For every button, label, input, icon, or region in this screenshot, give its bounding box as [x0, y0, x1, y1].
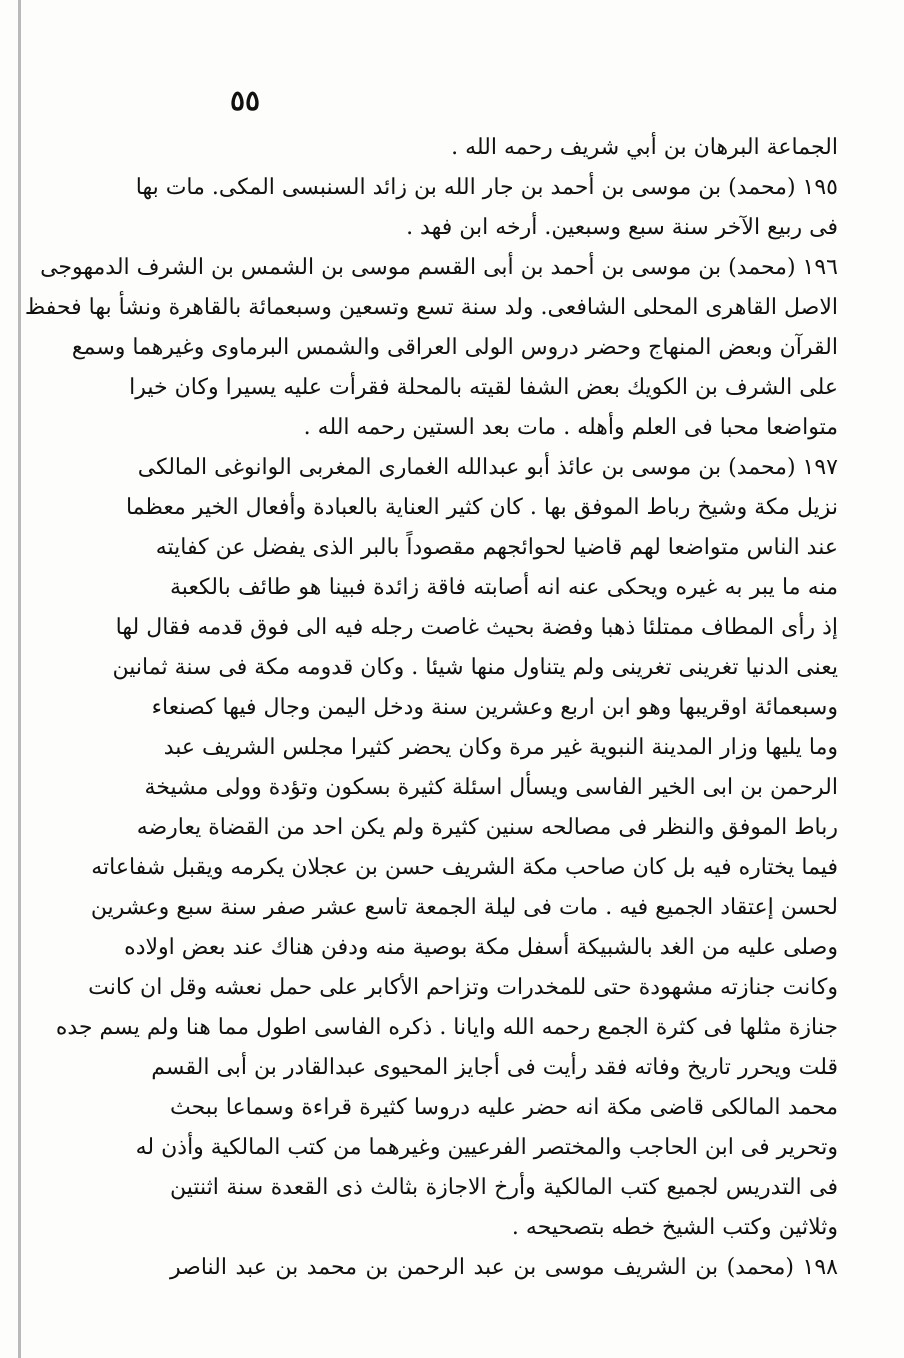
text-line: محمد المالكى قاضى مكة انه حضر عليه دروسا كثيرة قراءة وسماعا ببحث [170, 1095, 838, 1120]
text-line: القرآن وبعض المنهاج وحضر دروس الولى العراقى والشمس البرماوى وغيرهما وسمع [71, 335, 838, 360]
text-line: فيما يختاره فيه بل كان صاحب مكة الشريف حسن بن عجلان يكرمه ويقبل شفاعاته [91, 855, 838, 880]
text-line: يعنى الدنيا تغرينى تغرينى ولم يتناول منها شيئا . وكان قدومه مكة فى سنة ثمانين [112, 655, 838, 680]
text-line: وما يليها وزار المدينة النبوية غير مرة وكان يحضر كثيرا مجلس الشريف عبد [163, 735, 838, 760]
text-line: الجماعة البرهان بن أبي شريف رحمه الله . [451, 135, 838, 160]
text-line: منه ما يبر به غيره ويحكى عنه انه أصابته فاقة زائدة فبينا هو طائف بالكعبة [170, 575, 838, 600]
arabic-text-block [24, 128, 838, 1288]
text-line: نزيل مكة وشيخ رباط الموفق بها . كان كثير العناية بالعبادة وأفعال الخير معظما [125, 495, 838, 520]
page-number: ٥٥ [229, 84, 261, 117]
text-line: إذ رأى المطاف ممتلئا ذهبا وفضة بحيث غاصت رجله فيه الى فوق قدمه فقال لها [115, 615, 838, 640]
text-line: متواضعا محبا فى العلم وأهله . مات بعد الستين رحمه الله . [303, 415, 838, 440]
page-edge-line [18, 0, 21, 1358]
text-line: وثلاثين وكتب الشيخ خطه بتصحيحه . [511, 1215, 838, 1240]
text-line: ١٩٦ (محمد) بن موسى بن أحمد بن أبى القسم موسى بن الشمس بن الشرف الدمهوجى [40, 255, 838, 280]
text-line: على الشرف بن الكويك بعض الشفا لقيته بالمحلة فقرأت عليه يسيرا وكان خيرا [129, 375, 838, 400]
text-line: فى التدريس لجميع كتب المالكية وأرخ الاجازة بثالث ذى القعدة سنة اثنتين [170, 1175, 838, 1200]
text-line: الاصل القاهرى المحلى الشافعى. ولد سنة تسع وتسعين وسبعمائة بالقاهرة ونشأ بها فحفظ [24, 295, 838, 320]
text-line: لحسن إعتقاد الجميع فيه . مات فى ليلة الجمعة تاسع عشر صفر سنة سبع وعشرين [90, 895, 838, 920]
text-line: ١٩٥ (محمد) بن موسى بن أحمد بن جار الله بن زائد السنبسى المكى. مات بها [135, 175, 838, 200]
text-line: ١٩٨ (محمد) بن الشريف موسى بن عبد الرحمن بن محمد بن عبد الناصر [170, 1255, 838, 1280]
text-line: جنازة مثلها فى كثرة الجمع رحمه الله وايانا . ذكره الفاسى اطول مما هنا ولم يسم جده [55, 1015, 838, 1040]
text-line: رباط الموفق والنظر فى مصالحه سنين كثيرة ولم يكن احد من القضاة يعارضه [136, 815, 838, 840]
text-line: ١٩٧ (محمد) بن موسى بن عائذ أبو عبدالله الغمارى المغربى الوانوغى المالكى [137, 455, 838, 480]
text-line: عند الناس متواضعا لهم قاضيا لحوائجهم مقصوداً بالبر الذى يفضل عن كفايته [155, 535, 838, 560]
text-line: وسبعمائة اوقريبها وهو ابن اربع وعشرين سنة ودخل اليمن وجال فيها كصنعاء [151, 695, 838, 720]
text-line: الرحمن بن ابى الخير الفاسى ويسأل اسئلة كثيرة بسكون وتؤدة وولى مشيخة [144, 775, 838, 800]
text-line: وتحرير فى ابن الحاجب والمختصر الفرعيين وغيرهما من كتب المالكية وأذن له [135, 1135, 838, 1160]
text-line: وصلى عليه من الغد بالشبيكة أسفل مكة بوصية منه ودفن هناك عند بعض اولاده [124, 935, 838, 960]
text-line: وكانت جنازته مشهودة حتى للمخدرات وتزاحم الأكابر على حمل نعشه وقل ان كانت [88, 975, 838, 1000]
text-line: قلت ويحرر تاريخ وفاته فقد رأيت فى أجايز المحيوى عبدالقادر بن أبى القسم [151, 1055, 838, 1080]
text-line: فى ربيع الآخر سنة سبع وسبعين. أرخه ابن فهد . [406, 215, 838, 240]
